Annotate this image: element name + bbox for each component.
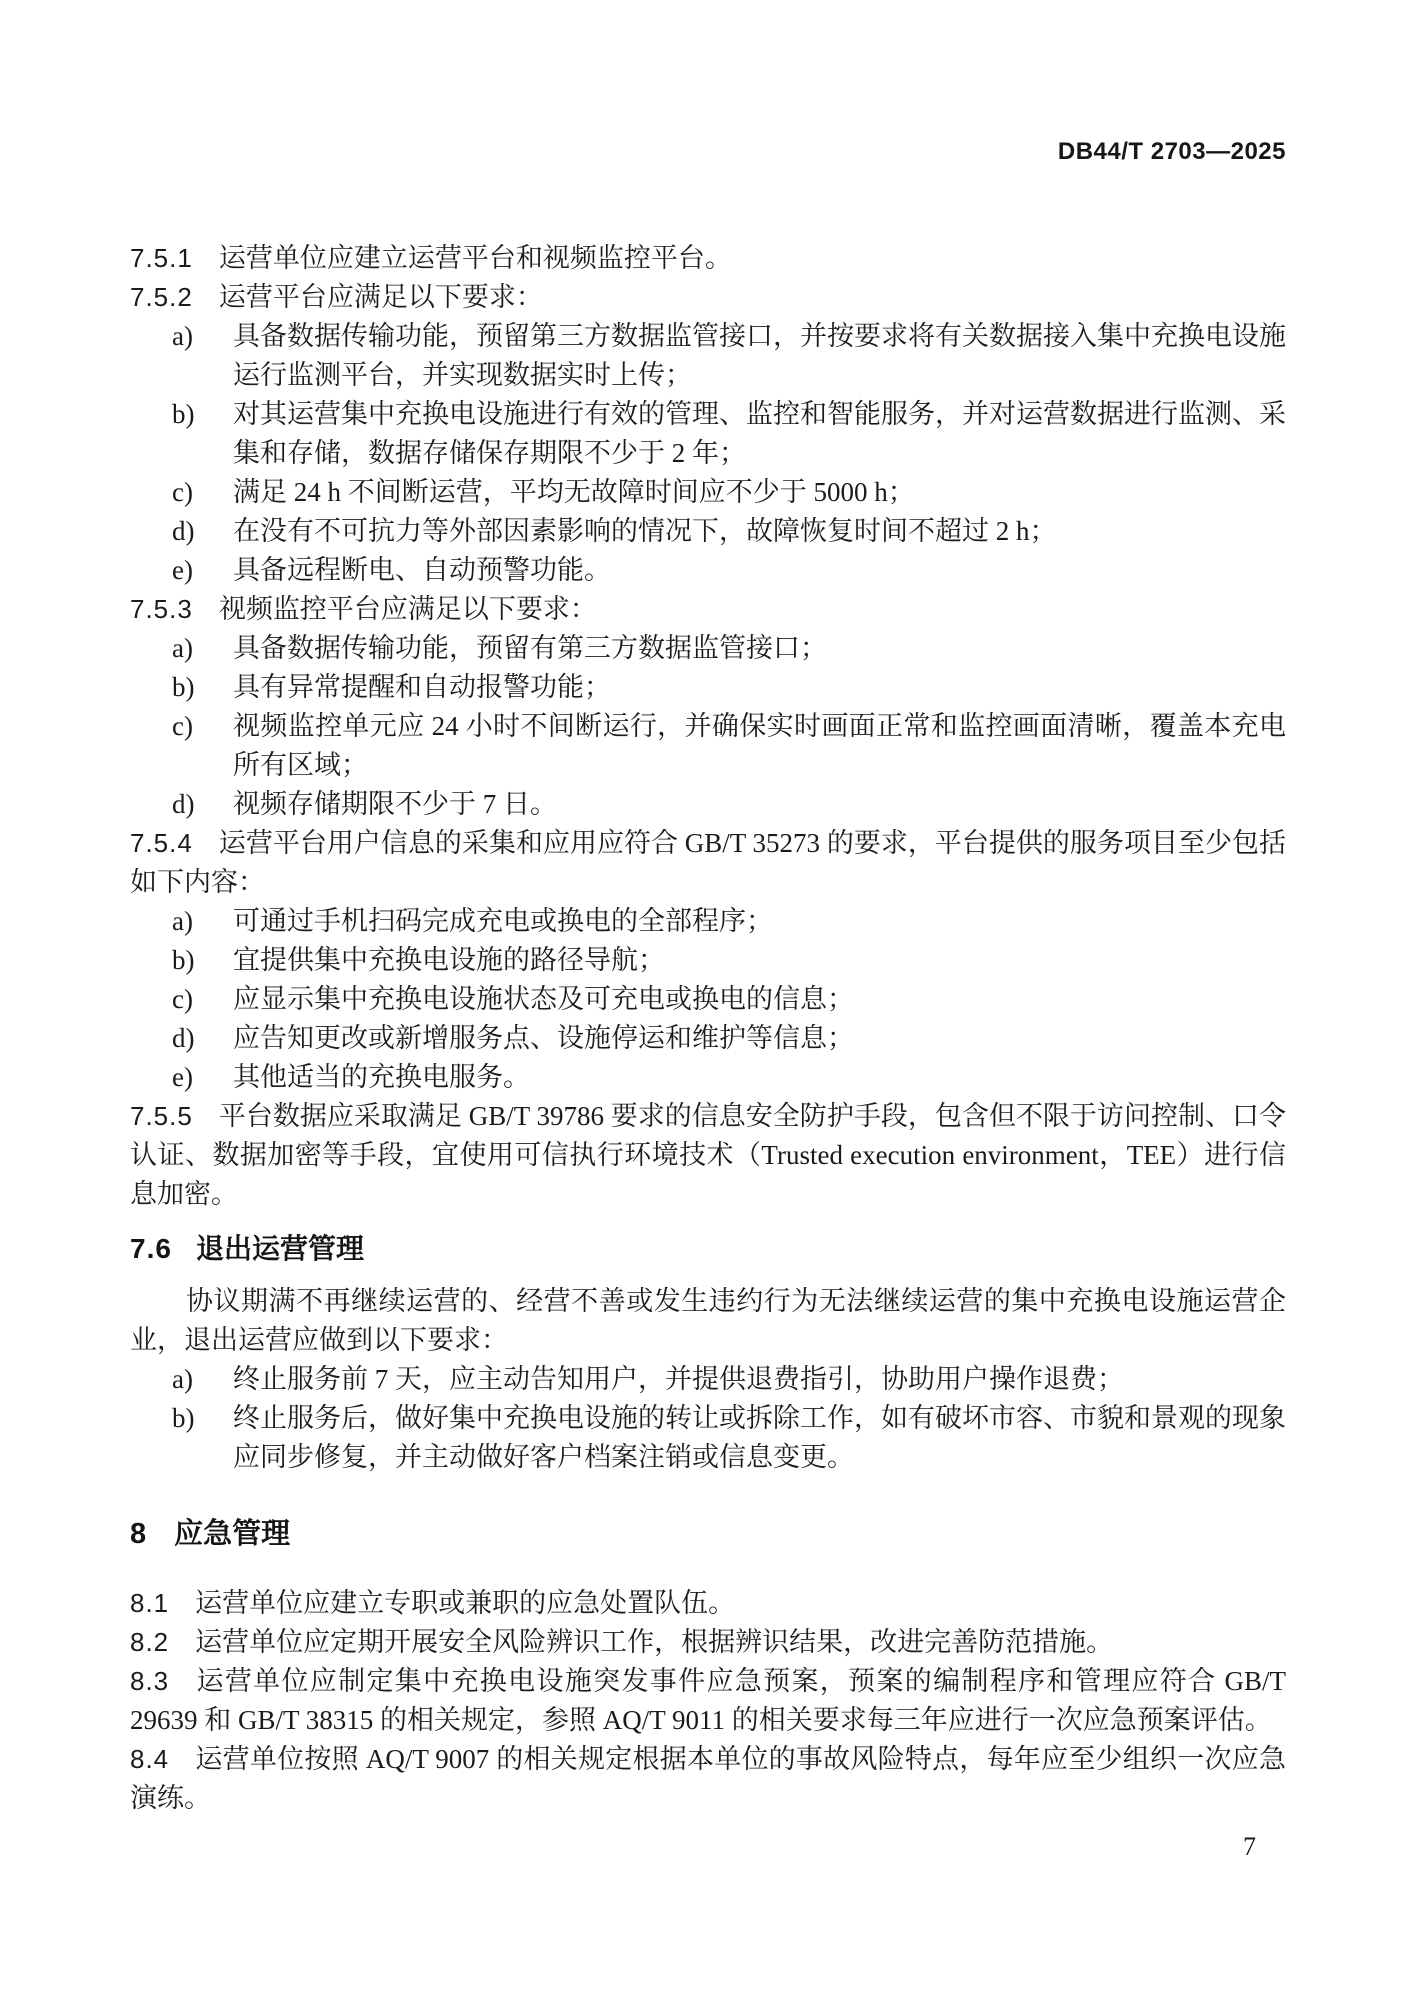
list-marker: c) — [172, 477, 193, 507]
body-text: 运营单位应制定集中充换电设施突发事件应急预案，预案的编制程序和管理应符合 GB/T 29639 和 GB/T 38315 的相关规定，参照 AQ/T 9011 的相关要求每三年应进行一次应急预案评估。 — [130, 1666, 1286, 1735]
body-text: 运营单位应建立专职或兼职的应急处置队伍。 — [195, 1588, 736, 1618]
body-text: 宜提供集中充换电设施的路径导航； — [233, 945, 665, 975]
list-marker: e) — [172, 555, 193, 585]
clause-number: 7.6 — [130, 1233, 172, 1264]
clause-number: 8.2 — [130, 1627, 170, 1657]
list-marker: a) — [172, 633, 193, 663]
body-text: 应显示集中充换电设施状态及可充电或换电的信息； — [233, 984, 854, 1014]
list-marker: b) — [172, 399, 195, 429]
clause-number: 7.5.2 — [130, 282, 193, 312]
heading-text: 退出运营管理 — [195, 1233, 364, 1264]
body-text: 其他适当的充换电服务。 — [233, 1062, 530, 1092]
clause-paragraph-7.5.3 — [130, 590, 1286, 629]
list-item-a-21 — [130, 1360, 1286, 1399]
clause-number: 7.5.5 — [130, 1101, 193, 1131]
body-text: 运营单位应定期开展安全风险辨识工作，根据辨识结果，改进完善防范措施。 — [195, 1627, 1114, 1657]
list-marker: a) — [172, 906, 193, 936]
list-marker: b) — [172, 945, 195, 975]
page-number: 7 — [1243, 1832, 1256, 1861]
body-text: 终止服务后，做好集中充换电设施的转让或拆除工作，如有破坏市容、市貌和景观的现象应同步修复，并主动做好客户档案注销或信息变更。 — [233, 1403, 1286, 1472]
document-body — [130, 239, 1286, 1818]
list-item-e-17 — [130, 1058, 1286, 1097]
list-item-e-6 — [130, 551, 1286, 590]
section-heading-8 — [130, 1514, 1286, 1554]
section-heading-7.6 — [130, 1229, 1286, 1269]
list-item-c-15 — [130, 980, 1286, 1019]
body-text: 对其运营集中充换电设施进行有效的管理、监控和智能服务，并对运营数据进行监测、采集和存储，数据存储保存期限不少于 2 年； — [233, 399, 1286, 468]
clause-number: 8 — [130, 1518, 148, 1550]
body-text: 可通过手机扫码完成充电或换电的全部程序； — [233, 906, 773, 936]
body-text: 运营单位应建立运营平台和视频监控平台。 — [218, 243, 732, 273]
body-text: 具备数据传输功能，预留第三方数据监管接口，并按要求将有关数据接入集中充换电设施运行监测平台，并实现数据实时上传； — [233, 321, 1286, 390]
list-item-d-11 — [130, 785, 1286, 824]
list-marker: c) — [172, 711, 193, 741]
clause-number: 7.5.1 — [130, 243, 193, 273]
body-text: 视频存储期限不少于 7 日。 — [233, 789, 557, 819]
clause-number: 7.5.3 — [130, 594, 193, 624]
body-text: 视频监控单元应 24 小时不间断运行，并确保实时画面正常和监控画面清晰，覆盖本充电所有区域； — [233, 711, 1286, 780]
list-item-c-10 — [130, 707, 1286, 785]
list-item-d-5 — [130, 512, 1286, 551]
list-item-b-14 — [130, 941, 1286, 980]
body-text: 满足 24 h 不间断运营，平均无故障时间应不少于 5000 h； — [233, 477, 915, 507]
body-text: 协议期满不再继续运营的、经营不善或发生违约行为无法继续运营的集中充换电设施运营企业，退出运营应做到以下要求： — [130, 1286, 1286, 1355]
clause-paragraph-7.5.5 — [130, 1097, 1286, 1214]
body-text: 平台数据应采取满足 GB/T 39786 要求的信息安全防护手段，包含但不限于访问控制、口令认证、数据加密等手段，宜使用可信执行环境技术（Trusted execution environment，TEE）进行信息加密。 — [130, 1101, 1286, 1209]
heading-text: 应急管理 — [174, 1518, 291, 1550]
body-text: 视频监控平台应满足以下要求： — [218, 594, 597, 624]
clause-paragraph-8.2 — [130, 1623, 1286, 1662]
list-marker: d) — [172, 516, 195, 546]
clause-number: 8.3 — [130, 1666, 170, 1696]
body-text: 具有异常提醒和自动报警功能； — [233, 672, 611, 702]
paragraph — [130, 1282, 1286, 1360]
clause-paragraph-7.5.4 — [130, 824, 1286, 902]
body-text: 应告知更改或新增服务点、设施停运和维护等信息； — [233, 1023, 854, 1053]
clause-paragraph-8.1 — [130, 1584, 1286, 1623]
list-marker: b) — [172, 672, 195, 702]
body-text: 具备远程断电、自动预警功能。 — [233, 555, 611, 585]
list-item-b-22 — [130, 1399, 1286, 1477]
body-text: 在没有不可抗力等外部因素影响的情况下，故障恢复时间不超过 2 h； — [233, 516, 1057, 546]
clause-paragraph-7.5.2 — [130, 278, 1286, 317]
list-item-d-16 — [130, 1019, 1286, 1058]
list-marker: a) — [172, 1364, 193, 1394]
list-item-b-3 — [130, 395, 1286, 473]
list-item-a-8 — [130, 629, 1286, 668]
list-marker: c) — [172, 984, 193, 1014]
list-item-a-13 — [130, 902, 1286, 941]
clause-number: 8.4 — [130, 1744, 170, 1774]
list-marker: e) — [172, 1062, 193, 1092]
clause-paragraph-8.4 — [130, 1740, 1286, 1818]
body-text: 运营平台应满足以下要求： — [218, 282, 543, 312]
list-marker: b) — [172, 1403, 195, 1433]
list-marker: d) — [172, 1023, 195, 1053]
list-item-c-4 — [130, 473, 1286, 512]
list-item-a-2 — [130, 317, 1286, 395]
list-marker: d) — [172, 789, 195, 819]
body-text: 终止服务前 7 天，应主动告知用户，并提供退费指引，协助用户操作退费； — [233, 1364, 1124, 1394]
clause-paragraph-8.3 — [130, 1662, 1286, 1740]
body-text: 运营平台用户信息的采集和应用应符合 GB/T 35273 的要求，平台提供的服务项目至少包括如下内容： — [130, 828, 1286, 897]
clause-number: 7.5.4 — [130, 828, 193, 858]
body-text: 运营单位按照 AQ/T 9007 的相关规定根据本单位的事故风险特点，每年应至少组织一次应急演练。 — [130, 1744, 1286, 1813]
body-text: 具备数据传输功能，预留有第三方数据监管接口； — [233, 633, 827, 663]
standard-number-header: DB44/T 2703—2025 — [1057, 138, 1286, 165]
clause-number: 8.1 — [130, 1588, 170, 1618]
list-item-b-9 — [130, 668, 1286, 707]
clause-paragraph-7.5.1 — [130, 239, 1286, 278]
list-marker: a) — [172, 321, 193, 351]
